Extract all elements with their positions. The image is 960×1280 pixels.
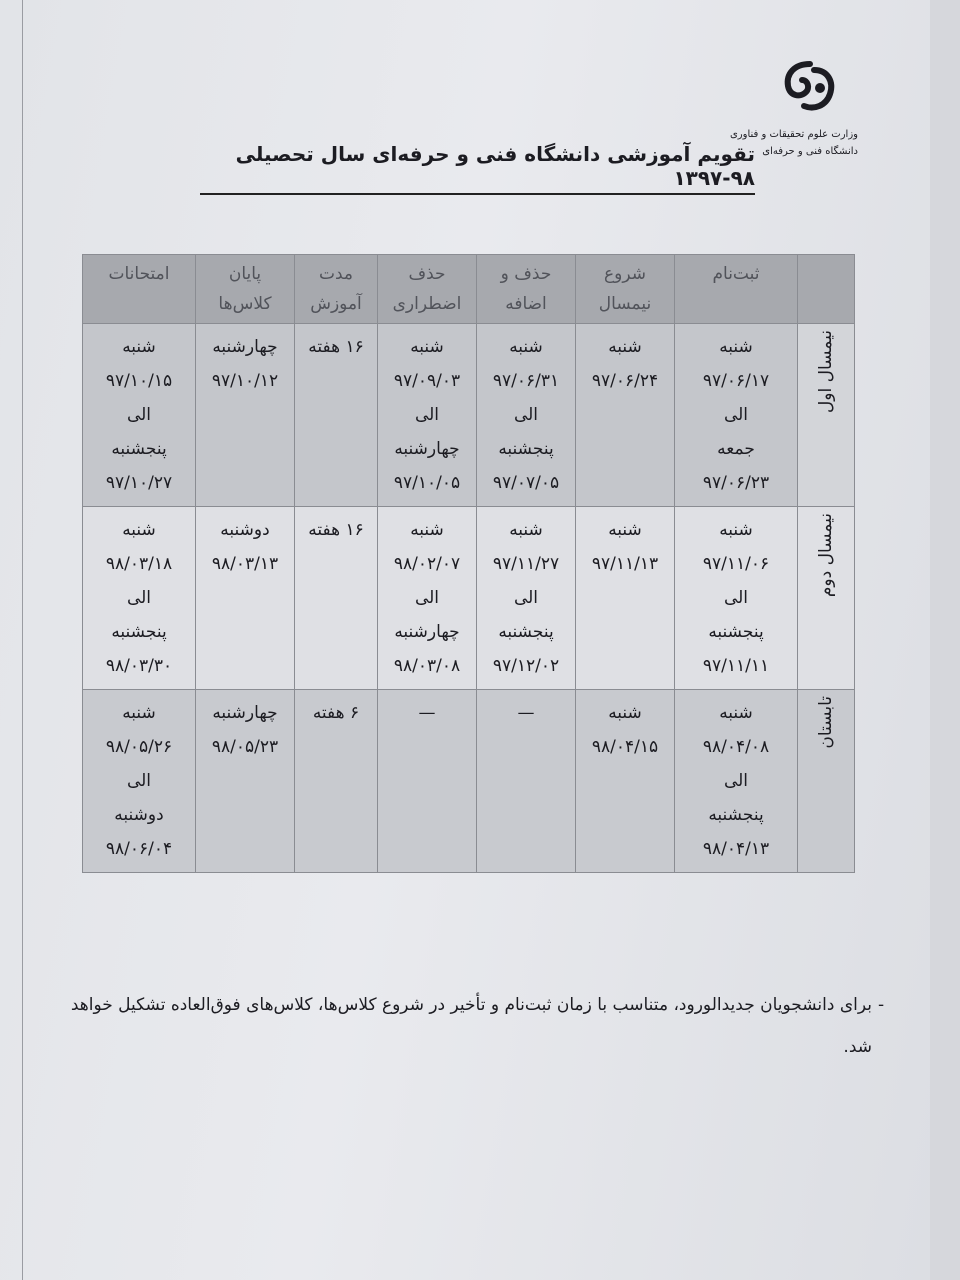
table-cell (196, 324, 295, 507)
table-header-row (83, 255, 855, 324)
table-cell (576, 324, 675, 507)
cell-text: ۹۸/۰۵/۲۶ (105, 737, 173, 757)
university-logo (729, 60, 870, 170)
cell-text: ۹۸/۰۳/۳۰ (105, 656, 173, 676)
cell-text: الی (414, 405, 440, 425)
cell-text: ۱۶ هفته (308, 520, 364, 540)
cell-text: ۹۸/۰۴/۰۸ (702, 737, 770, 757)
cell-text: الی (723, 405, 749, 425)
table-cell (477, 507, 576, 690)
cell-text: الی (723, 588, 749, 608)
cell-text: ۹۸/۰۲/۰۷ (393, 554, 461, 574)
table-header: شروع نیمسال (576, 255, 675, 324)
cell-text: شنبه (509, 337, 543, 357)
cell-text: شنبه (608, 520, 642, 540)
cell-text: ۹۸/۰۴/۱۵ (591, 737, 659, 757)
cell-text: ۹۷/۱۱/۱۱ (702, 656, 770, 676)
cell-text: الی (723, 771, 749, 791)
cell-text: الی (513, 405, 539, 425)
table-header: پایان کلاس‌ها (196, 255, 295, 324)
page-title: تقویم آموزشی دانشگاه فنی و حرفه‌ای سال تحصیلی ۹۸-۱۳۹۷ (200, 142, 755, 195)
cell-text: الی (126, 588, 152, 608)
logo-emblem-icon (780, 60, 840, 115)
cell-text: جمعه (717, 439, 755, 459)
row-label (798, 507, 855, 690)
cell-text: ۹۷/۱۲/۰۲ (492, 656, 560, 676)
cell-text: ۹۸/۰۳/۰۸ (393, 656, 461, 676)
table-cell (83, 507, 196, 690)
margin-line (22, 0, 23, 1280)
cell-text: شنبه (608, 703, 642, 723)
table-cell (477, 324, 576, 507)
table-header: ثبت‌نام (675, 255, 798, 324)
cell-text: پنجشنبه (708, 805, 764, 825)
footnote-text: برای دانشجویان جدیدالورود، متناسب با زمان ثبت‌نام و تأخیر در شروع کلاس‌ها، کلاس‌های فوق‌العاده تشکیل خواهد شد. (70, 995, 872, 1057)
cell-text: ۹۷/۱۱/۰۶ (702, 554, 770, 574)
cell-text: ۹۷/۱۰/۰۵ (393, 473, 461, 493)
logo-caption (729, 126, 858, 160)
table-cell (295, 324, 378, 507)
cell-text: شنبه (122, 520, 156, 540)
table-row (83, 507, 855, 690)
cell-text: ۹۷/۰۶/۲۳ (702, 473, 770, 493)
cell-text: دوشنبه (114, 805, 164, 825)
cell-text: ۹۷/۰۶/۲۴ (591, 371, 659, 391)
cell-text: ۹۷/۰۶/۳۱ (492, 371, 560, 391)
cell-text: ۹۸/۰۵/۲۳ (211, 737, 279, 757)
cell-text: ۹۷/۱۰/۱۲ (211, 371, 279, 391)
cell-text: شنبه (719, 520, 753, 540)
cell-text: الی (126, 405, 152, 425)
table-header: حذف اضطراری (378, 255, 477, 324)
cell-text: ۹۸/۰۶/۰۴ (105, 839, 173, 859)
cell-text: ۹۷/۱۰/۲۷ (105, 473, 173, 493)
cell-text: پنجشنبه (498, 439, 554, 459)
cell-text: پنجشنبه (111, 622, 167, 642)
row-label (798, 324, 855, 507)
page-edge (930, 0, 960, 1280)
cell-text: الی (126, 771, 152, 791)
cell-text: ۹۸/۰۴/۱۳ (702, 839, 770, 859)
cell-text: شنبه (410, 520, 444, 540)
row-label-text: نیمسال دوم (816, 513, 836, 598)
cell-text: ۹۸/۰۳/۱۳ (211, 554, 279, 574)
table-cell (295, 690, 378, 873)
table-cell (675, 690, 798, 873)
cell-text: شنبه (719, 703, 753, 723)
cell-text: شنبه (122, 337, 156, 357)
table-cell (83, 690, 196, 873)
logo-caption-line1: وزارت علوم تحقیقات و فناوری (729, 129, 858, 140)
table-header: امتحانات (83, 255, 196, 324)
cell-text: دوشنبه (220, 520, 270, 540)
table-cell (83, 324, 196, 507)
table-cell (576, 690, 675, 873)
table-cell (196, 690, 295, 873)
cell-text: ۹۷/۰۶/۱۷ (702, 371, 770, 391)
table-row (83, 324, 855, 507)
logo-caption-line2: دانشگاه فنی و حرفه‌ای (762, 146, 858, 157)
cell-text: ۹۷/۱۱/۲۷ (492, 554, 560, 574)
table-row (83, 690, 855, 873)
cell-text: چهارشنبه (394, 439, 460, 459)
cell-text: ۶ هفته (312, 703, 360, 723)
note-bullet: - (878, 995, 885, 1015)
cell-text: الی (414, 588, 440, 608)
table-cell (295, 507, 378, 690)
cell-text: الی (513, 588, 539, 608)
cell-text: شنبه (509, 520, 543, 540)
table-cell (378, 507, 477, 690)
table-cell (675, 324, 798, 507)
cell-text: شنبه (719, 337, 753, 357)
academic-calendar-table (82, 254, 855, 873)
cell-text: شنبه (410, 337, 444, 357)
cell-text: ۹۸/۰۳/۱۸ (105, 554, 173, 574)
cell-text: — (418, 703, 436, 723)
cell-text: ۹۷/۰۷/۰۵ (492, 473, 560, 493)
table-header-corner (798, 255, 855, 324)
cell-text: شنبه (122, 703, 156, 723)
cell-text: ۹۷/۰۹/۰۳ (393, 371, 461, 391)
table-cell (675, 507, 798, 690)
table-cell (196, 507, 295, 690)
cell-text: پنجشنبه (111, 439, 167, 459)
cell-text: چهارشنبه (212, 703, 278, 723)
row-label (798, 690, 855, 873)
cell-text: ۹۷/۱۰/۱۵ (105, 371, 173, 391)
cell-text: — (517, 703, 535, 723)
table-cell (477, 690, 576, 873)
table-header: مدت آموزش (295, 255, 378, 324)
cell-text: ۱۶ هفته (308, 337, 364, 357)
row-label-text: نیمسال اول (816, 330, 836, 414)
row-label-text: تابستان (816, 696, 836, 749)
table-cell (576, 507, 675, 690)
cell-text: پنجشنبه (498, 622, 554, 642)
cell-text: چهارشنبه (212, 337, 278, 357)
cell-text: شنبه (608, 337, 642, 357)
table-header: حذف و اضافه (477, 255, 576, 324)
cell-text: ۹۷/۱۱/۱۳ (591, 554, 659, 574)
table-cell (378, 324, 477, 507)
table-cell (378, 690, 477, 873)
cell-text: چهارشنبه (394, 622, 460, 642)
cell-text: پنجشنبه (708, 622, 764, 642)
